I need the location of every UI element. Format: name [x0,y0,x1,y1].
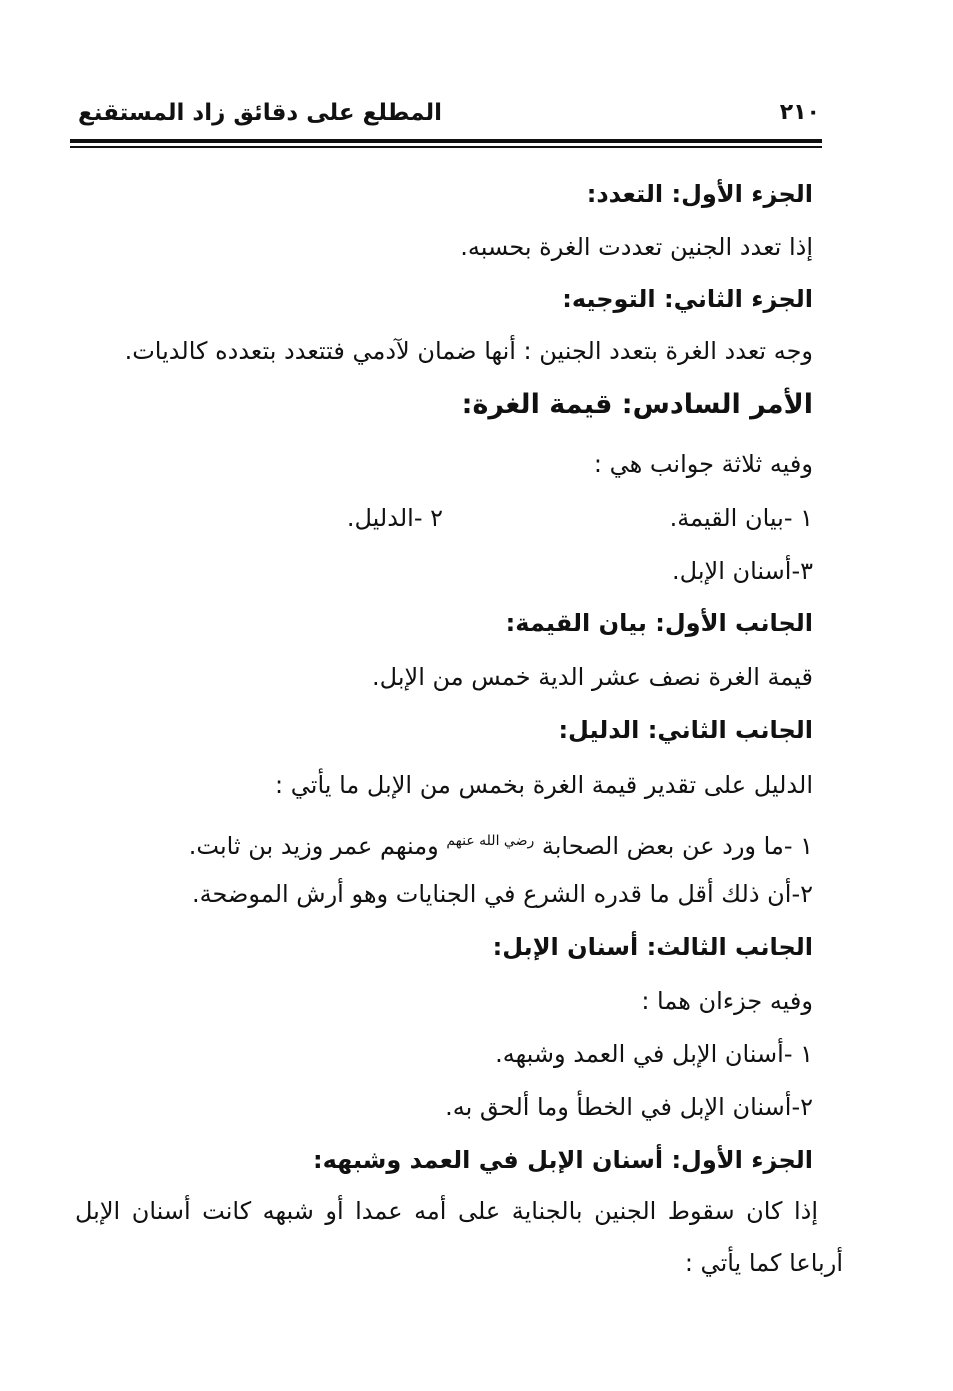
heading-part-one-plurality: الجزء الأول: التعدد: [586,180,813,208]
heading-sixth-matter: الأمر السادس: قيمة الغرة: [461,389,813,420]
evidence-item-one-start: ١ -ما ورد عن بعض الصحابة [541,832,813,860]
book-title: المطلع على دقائق زاد المستقنع [78,100,443,126]
paragraph-plurality: إذا تعدد الجنين تعددت الغرة بحسبه. [460,233,813,261]
header-rule-thick [70,139,822,143]
page-number: ٢١٠ [779,100,820,125]
paragraph-three-aspects: وفيه ثلاثة جوانب هي : [593,450,813,478]
heading-part-two-reasoning: الجزء الثاني: التوجيه: [562,285,813,313]
paragraph-value: قيمة الغرة نصف عشر الدية خمس من الإبل. [372,663,813,691]
paragraph-ages: إذا كان سقوط الجنين بالجناية على أمه عمدا أو شبهه كانت أسنان الإبل [75,1197,818,1225]
heading-aspect-two: الجانب الثاني: الدليل: [558,716,813,744]
list-item-deliberate: ١ -أسنان الإبل في العمد وشبهه. [495,1040,813,1068]
list-item-evidence: ٢ -الدليل. [346,504,443,532]
list-item-camel-ages: ٣-أسنان الإبل. [672,557,813,585]
heading-aspect-one: الجانب الأول: بيان القيمة: [505,609,813,637]
paragraph-ages-continued: أرباعا كما يأتي : [684,1249,843,1277]
header-rule-thin [70,146,822,148]
list-item-value: ١ -بيان القيمة. [669,504,813,532]
evidence-item-one-end: ومنهم عمر وزيد بن ثابت. [188,832,439,860]
list-item-mistake: ٢-أسنان الإبل في الخطأ وما ألحق به. [445,1093,813,1121]
page-header [70,100,820,136]
paragraph-evidence-intro: الدليل على تقدير قيمة الغرة بخمس من الإبل ما يأتي : [275,771,813,799]
evidence-item-two: ٢-أن ذلك أقل ما قدره الشرع في الجنايات وهو أرش الموضحة. [192,880,813,908]
heading-part-one-ages: الجزء الأول: أسنان الإبل في العمد وشبهه: [312,1146,813,1174]
evidence-item-one [60,823,813,859]
honorific-glyph: رضي الله عنهم [446,833,535,849]
heading-aspect-three: الجانب الثالث: أسنان الإبل: [492,933,813,961]
paragraph-reasoning: وجه تعدد الغرة بتعدد الجنين : أنها ضمان لآدمي فتتعدد بتعدده كالديات. [124,337,813,365]
paragraph-two-parts: وفيه جزءان هما : [641,987,813,1015]
